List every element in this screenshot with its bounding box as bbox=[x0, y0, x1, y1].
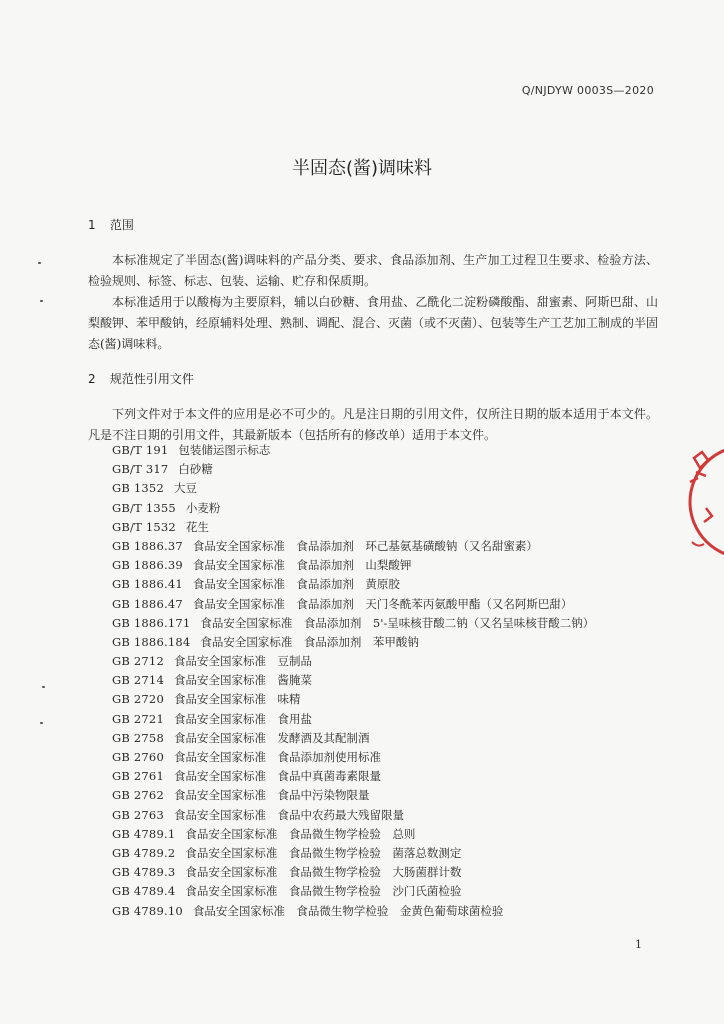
seal-glyph bbox=[704, 508, 712, 522]
reference-title: 食品安全国家标准 食品微生物学检验 大肠菌群计数 bbox=[185, 865, 462, 880]
reference-title: 食品安全国家标准 食品微生物学检验 菌落总数测定 bbox=[185, 845, 462, 860]
reference-title: 食品安全国家标准 食品添加剂 天门冬酰苯丙氨酸甲酯（又名阿斯巴甜） bbox=[192, 596, 573, 611]
reference-code: GB 1886.39 bbox=[112, 558, 183, 573]
reference-list bbox=[112, 441, 594, 921]
reference-code: GB/T 191 bbox=[112, 443, 169, 457]
reference-item bbox=[112, 786, 594, 805]
section-title: 规范性引用文件 bbox=[109, 372, 194, 386]
reference-item bbox=[112, 767, 594, 786]
reference-title: 食品安全国家标准 食品微生物学检验 总则 bbox=[185, 826, 416, 841]
scan-speck bbox=[42, 686, 45, 688]
paragraph-references-intro: 下列文件对于本文件的应用是必不可少的。凡是注日期的引用文件，仅所注日期的版本适用于本文件。凡是不注日期的引用文件，其最新版本（包括所有的修改单）适用于本文件。 bbox=[88, 407, 658, 442]
document-code: Q/NJDYW 0003S—2020 bbox=[521, 84, 654, 97]
reference-item bbox=[112, 614, 594, 633]
reference-code: GB 1886.171 bbox=[112, 615, 191, 630]
reference-code: GB 4789.10 bbox=[112, 903, 183, 918]
reference-title: 大豆 bbox=[173, 481, 197, 496]
reference-item bbox=[112, 518, 594, 537]
page-number: 1 bbox=[635, 938, 642, 951]
reference-item bbox=[112, 902, 594, 921]
reference-code: GB/T 1355 bbox=[112, 500, 176, 515]
reference-item bbox=[112, 825, 594, 844]
paragraph-scope-1: 本标准规定了半固态(酱)调味料的产品分类、要求、食品添加剂、生产加工过程卫生要求、检验方法、检验规则、标签、标志、包装、运输、贮存和保质期。 bbox=[88, 253, 658, 288]
section-1-heading bbox=[88, 216, 134, 233]
reference-code: GB 2760 bbox=[112, 750, 164, 764]
reference-title: 食品安全国家标准 食品添加剂 黄原胶 bbox=[192, 577, 400, 592]
section-number: 2 bbox=[88, 372, 96, 386]
reference-item bbox=[112, 556, 594, 575]
reference-code: GB 4789.4 bbox=[112, 884, 176, 899]
reference-item bbox=[112, 499, 594, 518]
reference-title: 白砂糖 bbox=[178, 462, 213, 477]
reference-code: GB 1886.37 bbox=[112, 538, 183, 553]
reference-title: 食品安全国家标准 食品添加剂 5'-呈味核苷酸二钠（又名呈味核苷酸二钠） bbox=[200, 615, 595, 630]
reference-item bbox=[112, 671, 594, 690]
reference-title: 食品安全国家标准 发酵酒及其配制酒 bbox=[173, 730, 370, 745]
reference-title: 食品安全国家标准 食品添加剂 山梨酸钾 bbox=[192, 558, 412, 573]
reference-item bbox=[112, 729, 594, 748]
reference-title: 食品安全国家标准 食用盐 bbox=[173, 711, 312, 726]
paragraph-scope-2: 本标准适用于以酸梅为主要原料，辅以白砂糖、食用盐、乙酰化二淀粉磷酸酯、甜蜜素、阿斯巴甜、山梨酸钾、苯甲酸钠，经原辅料处理、熟制、调配、混合、灭菌（或不灭菌）、包装等生产工艺加工制成的半固态(酱)调味料。 bbox=[88, 295, 659, 351]
reference-code: GB 4789.3 bbox=[112, 865, 176, 880]
reference-item bbox=[112, 479, 594, 498]
reference-item bbox=[112, 690, 594, 709]
reference-code: GB 1886.41 bbox=[112, 577, 183, 592]
reference-title: 食品安全国家标准 味精 bbox=[173, 692, 301, 707]
reference-item bbox=[112, 633, 594, 652]
reference-code: GB 1886.184 bbox=[112, 634, 191, 649]
section-number: 1 bbox=[88, 218, 96, 232]
reference-title: 食品安全国家标准 豆制品 bbox=[173, 654, 312, 669]
reference-item bbox=[112, 844, 594, 863]
reference-code: GB 4789.2 bbox=[112, 845, 176, 860]
reference-title: 食品安全国家标准 食品中真菌毒素限量 bbox=[173, 769, 381, 784]
reference-code: GB 2714 bbox=[112, 673, 164, 688]
reference-title: 食品安全国家标准 酱腌菜 bbox=[173, 673, 312, 688]
reference-item bbox=[112, 652, 594, 671]
section-title: 范围 bbox=[109, 218, 134, 232]
reference-item bbox=[112, 537, 594, 556]
reference-item bbox=[112, 710, 594, 729]
reference-code: GB 2720 bbox=[112, 692, 164, 707]
reference-item bbox=[112, 806, 594, 825]
reference-title: 花生 bbox=[185, 519, 209, 534]
reference-code: GB 2758 bbox=[112, 730, 164, 745]
reference-item bbox=[112, 460, 594, 479]
reference-item bbox=[112, 882, 594, 901]
red-seal-stamp bbox=[684, 438, 724, 568]
seal-glyph bbox=[690, 452, 708, 482]
reference-code: GB 2763 bbox=[112, 807, 164, 822]
reference-item bbox=[112, 441, 594, 460]
document-title: 半固态(酱)调味料 bbox=[291, 158, 433, 179]
scan-speck bbox=[38, 262, 41, 264]
reference-code: GB/T 1532 bbox=[112, 519, 176, 534]
reference-code: GB 2761 bbox=[112, 769, 164, 784]
reference-code: GB 4789.1 bbox=[112, 826, 176, 841]
reference-title: 小麦粉 bbox=[185, 500, 221, 515]
reference-item bbox=[112, 748, 594, 767]
scan-speck bbox=[40, 300, 43, 302]
reference-item bbox=[112, 575, 594, 594]
reference-code: GB 2762 bbox=[112, 788, 164, 803]
reference-title: 食品安全国家标准 食品中污染物限量 bbox=[173, 788, 370, 803]
seal-glyph bbox=[692, 542, 704, 546]
reference-item bbox=[112, 863, 594, 882]
reference-title: 食品安全国家标准 食品添加剂 苯甲酸钠 bbox=[200, 634, 419, 649]
reference-title: 食品安全国家标准 食品添加剂使用标准 bbox=[173, 750, 381, 764]
reference-title: 包装储运图示标志 bbox=[178, 443, 271, 457]
reference-title: 食品安全国家标准 食品微生物学检验 金黄色葡萄球菌检验 bbox=[192, 903, 504, 918]
scan-speck bbox=[40, 722, 43, 724]
seal-ring bbox=[690, 446, 724, 558]
reference-title: 食品安全国家标准 食品微生物学检验 沙门氏菌检验 bbox=[185, 884, 462, 899]
section-2-heading bbox=[88, 370, 194, 387]
reference-code: GB 1352 bbox=[112, 481, 164, 496]
reference-code: GB/T 317 bbox=[112, 462, 169, 477]
reference-title: 食品安全国家标准 食品中农药最大残留限量 bbox=[173, 807, 404, 822]
reference-code: GB 2712 bbox=[112, 654, 164, 669]
reference-item bbox=[112, 595, 594, 614]
reference-code: GB 1886.47 bbox=[112, 596, 183, 611]
reference-title: 食品安全国家标准 食品添加剂 环己基氨基磺酸钠（又名甜蜜素） bbox=[192, 538, 538, 553]
reference-code: GB 2721 bbox=[112, 711, 164, 726]
